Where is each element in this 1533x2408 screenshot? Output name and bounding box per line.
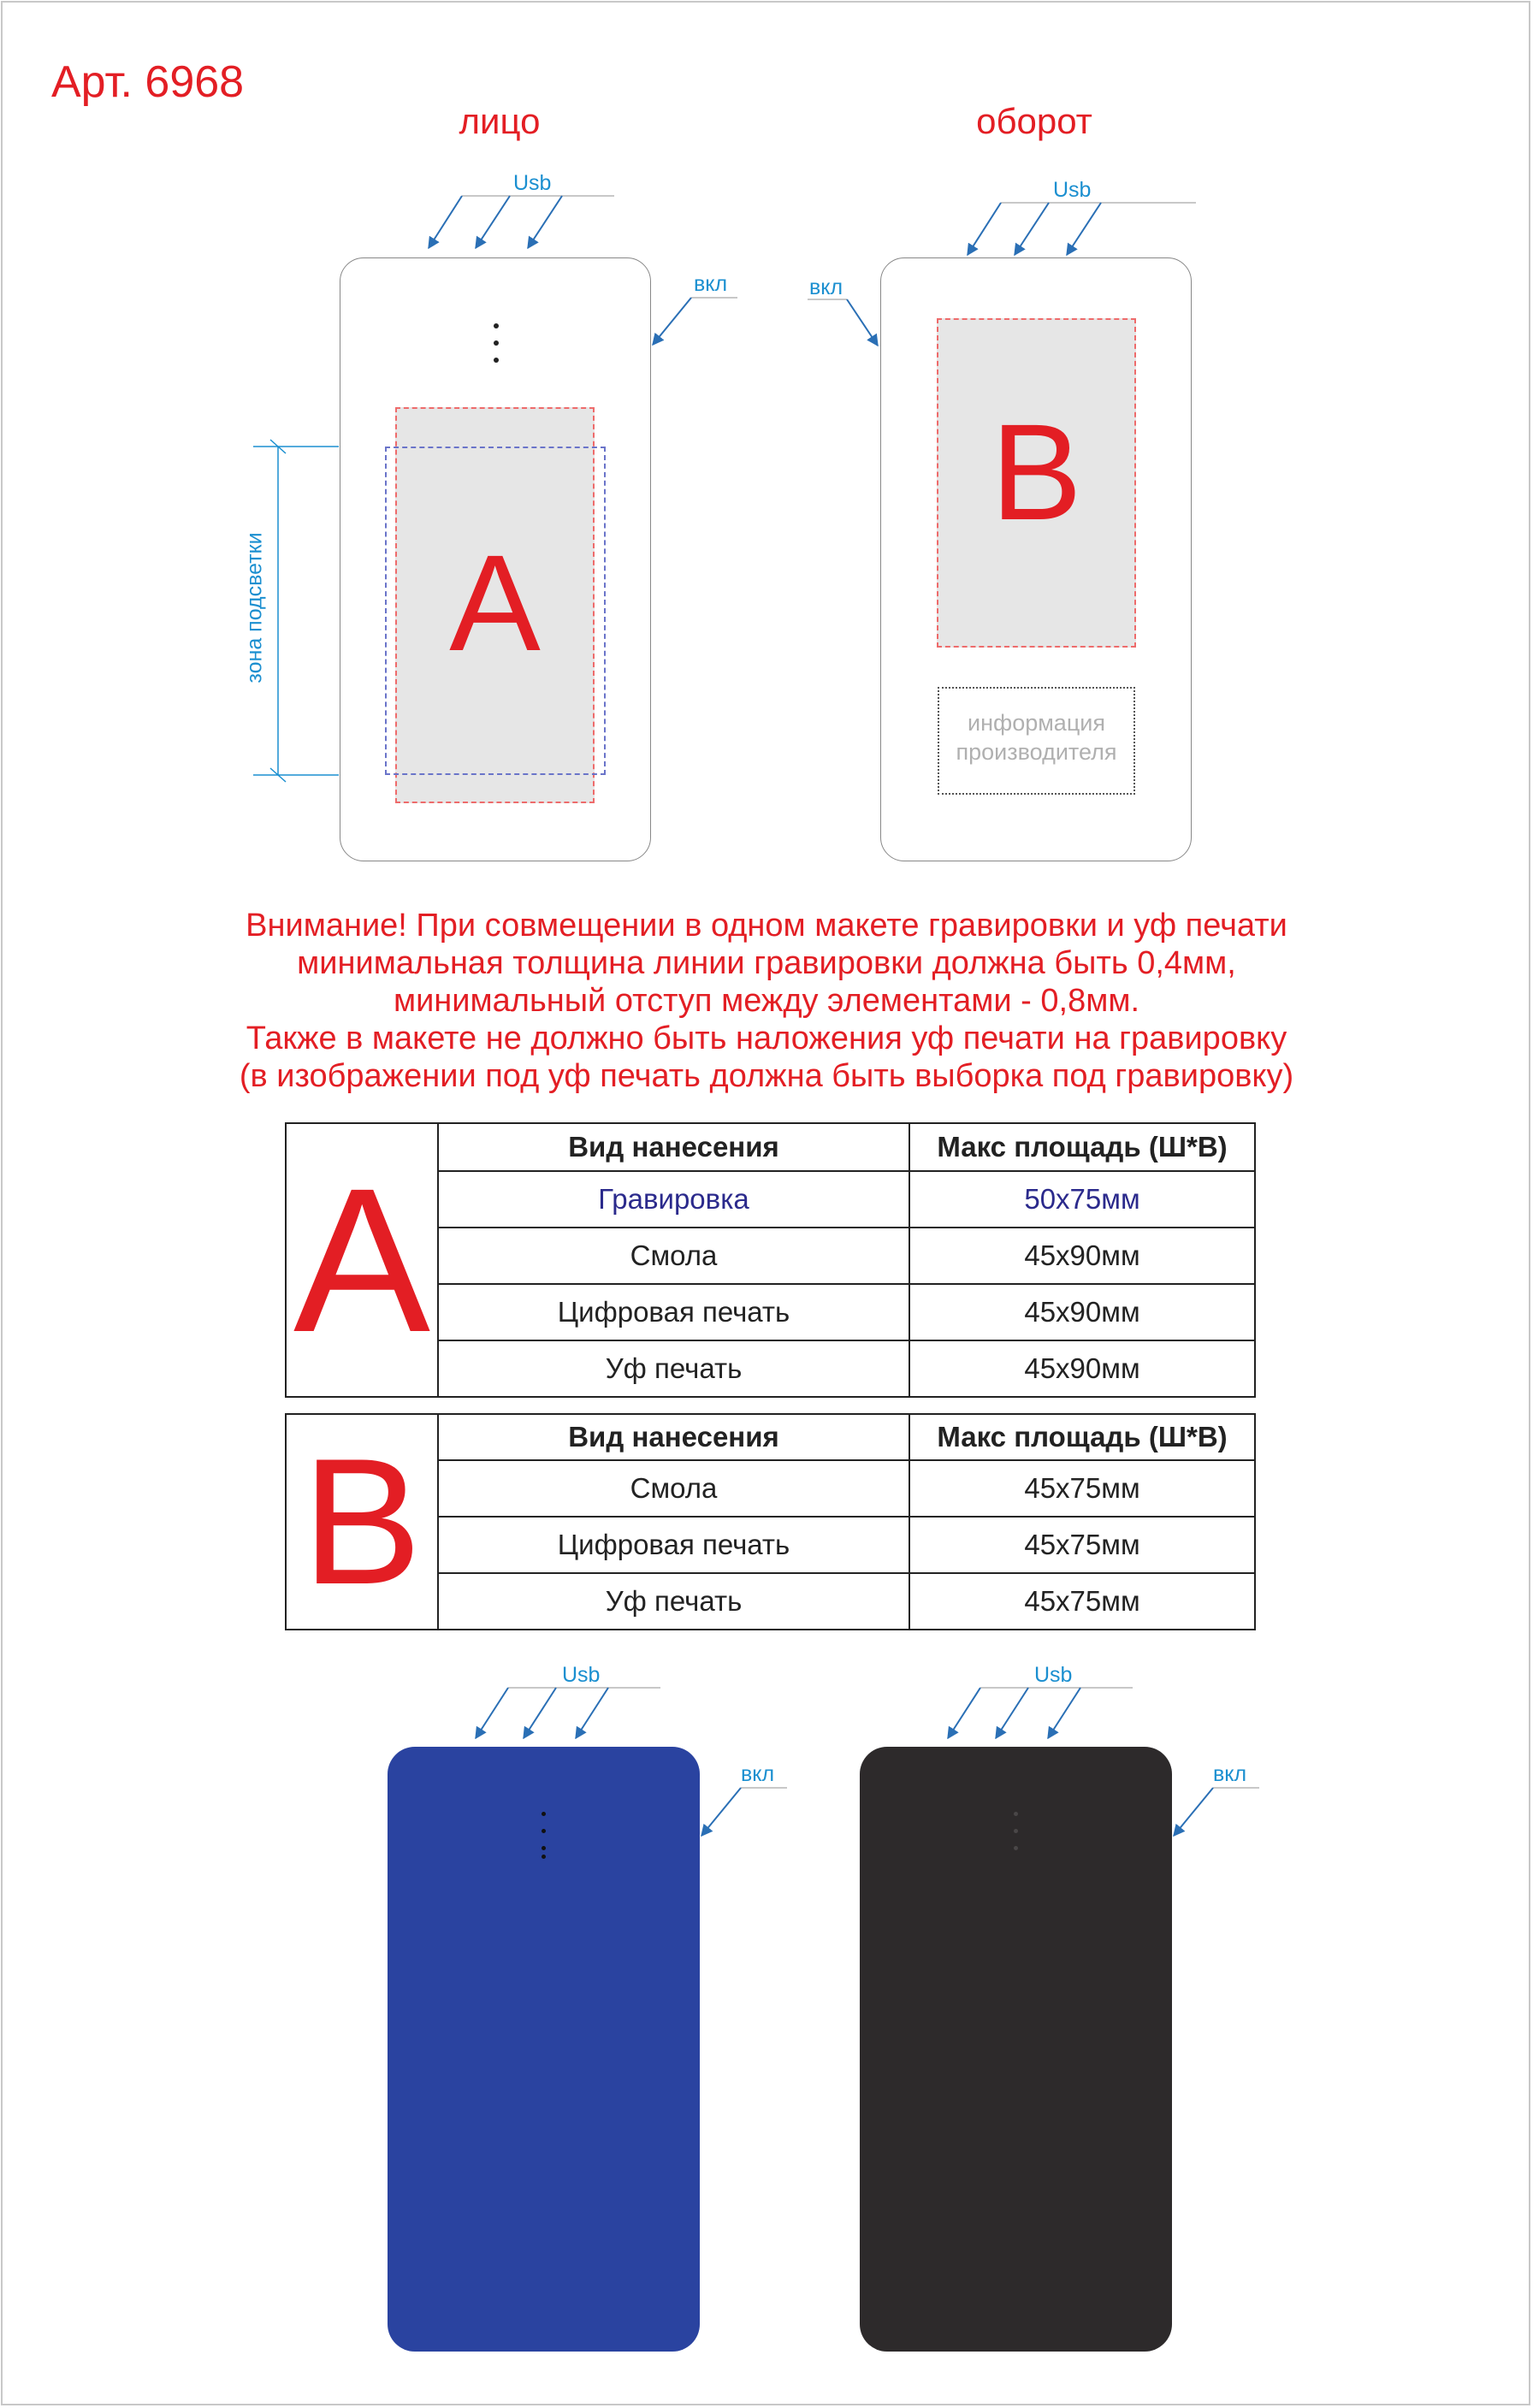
table-header-row bbox=[286, 1414, 1255, 1460]
area-cell: 45x75мм bbox=[909, 1517, 1255, 1573]
usb-label-blue-variant: Usb bbox=[562, 1663, 601, 1687]
method-cell: Уф печать bbox=[438, 1573, 909, 1630]
blue-variant-device bbox=[388, 1747, 700, 2352]
warning-line: минимальная толщина линии гравировки должна быть 0,4мм, bbox=[297, 945, 1236, 981]
indicator-dot bbox=[542, 1812, 546, 1816]
method-cell: Смола bbox=[438, 1460, 909, 1517]
header-max-area: Макс площадь (Ш*В) bbox=[909, 1414, 1255, 1460]
header-application-method: Вид нанесения bbox=[438, 1414, 909, 1460]
area-cell: 50x75мм bbox=[909, 1171, 1255, 1228]
area-cell: 45x75мм bbox=[909, 1460, 1255, 1517]
power-label-back: вкл bbox=[809, 275, 843, 299]
area-cell: 45x75мм bbox=[909, 1573, 1255, 1630]
header-application-method: Вид нанесения bbox=[438, 1123, 909, 1171]
area-cell: 45x90мм bbox=[909, 1284, 1255, 1340]
indicator-dot bbox=[542, 1846, 546, 1850]
indicator-dot bbox=[1014, 1846, 1018, 1850]
usb-label-front: Usb bbox=[513, 171, 552, 195]
power-label-front: вкл bbox=[694, 272, 728, 296]
article-title: Арт. 6968 bbox=[51, 57, 245, 107]
manufacturer-info-line-1: информация bbox=[968, 710, 1105, 736]
table-a-letter: A bbox=[286, 1123, 438, 1397]
front-view-label: лицо bbox=[459, 101, 541, 141]
back-view-label: оборот bbox=[976, 101, 1092, 141]
indicator-dot bbox=[1014, 1829, 1018, 1833]
indicator-dot bbox=[1014, 1812, 1018, 1816]
power-label-blue-variant: вкл bbox=[741, 1762, 775, 1786]
manufacturer-info-line-2: производителя bbox=[956, 739, 1117, 765]
warning-text bbox=[0, 907, 1533, 1095]
method-cell: Уф печать bbox=[438, 1340, 909, 1397]
method-cell: Цифровая печать bbox=[438, 1284, 909, 1340]
table-header-row bbox=[286, 1123, 1255, 1171]
warning-line: минимальный отступ между элементами - 0,8мм. bbox=[393, 983, 1140, 1019]
usb-label-back: Usb bbox=[1053, 178, 1092, 202]
header-max-area: Макс площадь (Ш*В) bbox=[909, 1123, 1255, 1171]
usb-label-black-variant: Usb bbox=[1034, 1663, 1073, 1687]
backlight-zone-label: зона подсветки bbox=[242, 532, 267, 683]
area-cell: 45x90мм bbox=[909, 1228, 1255, 1284]
method-cell: Цифровая печать bbox=[438, 1517, 909, 1573]
warning-line: Также в макете не должно быть наложения уф печати на гравировку bbox=[246, 1021, 1287, 1056]
area-cell: 45x90мм bbox=[909, 1340, 1255, 1397]
warning-line: Внимание! При совмещении в одном макете гравировки и уф печати bbox=[246, 908, 1287, 944]
spec-table-b bbox=[285, 1413, 1256, 1630]
indicator-dot bbox=[542, 1829, 546, 1833]
black-variant-device bbox=[860, 1747, 1172, 2352]
indicator-dot bbox=[542, 1855, 546, 1859]
spec-table-a bbox=[285, 1122, 1256, 1398]
warning-line: (в изображении под уф печать должна быть выборка под гравировку) bbox=[239, 1058, 1294, 1094]
zone-b-letter: B bbox=[991, 395, 1082, 548]
power-label-black-variant: вкл bbox=[1213, 1762, 1247, 1786]
method-cell: Смола bbox=[438, 1228, 909, 1284]
table-b-letter: B bbox=[286, 1414, 438, 1630]
zone-a-letter: A bbox=[449, 526, 541, 679]
method-cell: Гравировка bbox=[438, 1171, 909, 1228]
